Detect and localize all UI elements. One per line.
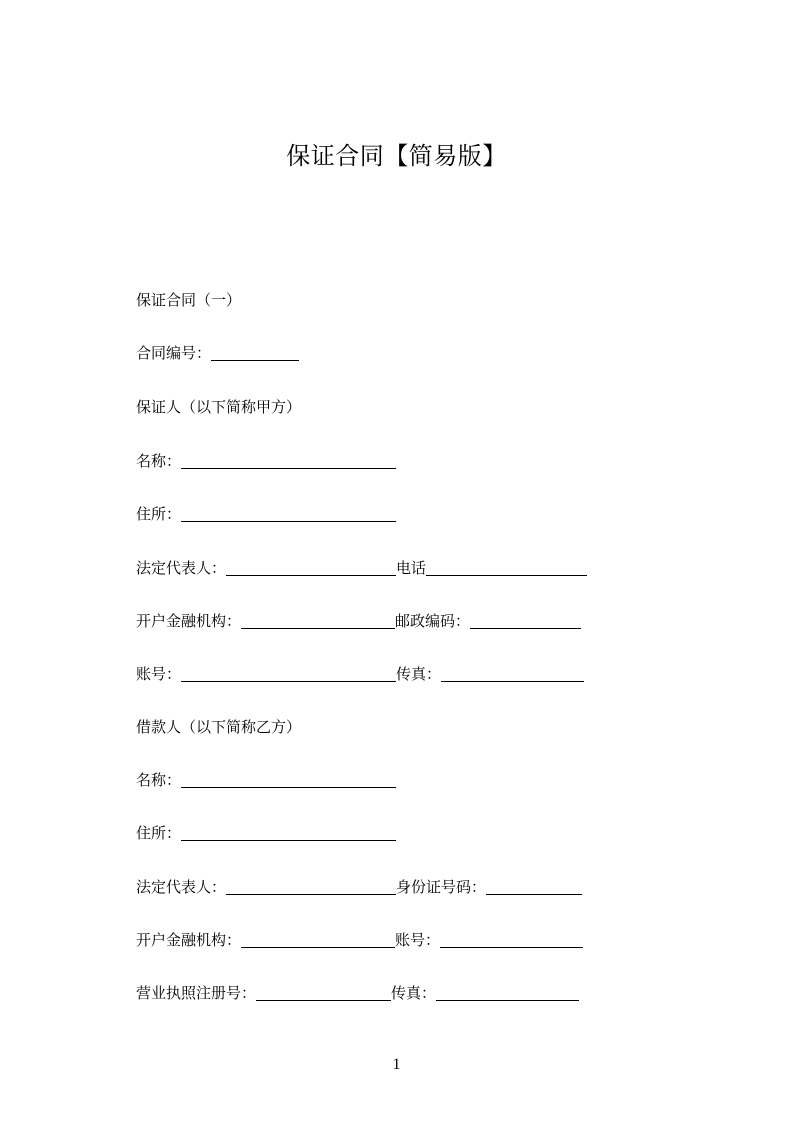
section-title bbox=[136, 289, 656, 311]
borrower-address-row bbox=[136, 822, 656, 844]
borrower-license-row bbox=[136, 982, 656, 1004]
guarantor-postcode-label: 邮政编码： bbox=[395, 612, 471, 630]
borrower-license-label: 营业执照注册号： bbox=[136, 984, 257, 1002]
guarantor-heading bbox=[136, 396, 656, 418]
guarantor-legal-rep-field[interactable] bbox=[226, 561, 396, 576]
borrower-legal-rep-label: 法定代表人： bbox=[136, 878, 227, 896]
guarantor-address-row bbox=[136, 503, 656, 525]
borrower-fax-label: 传真： bbox=[391, 984, 437, 1002]
guarantor-bank-label: 开户金融机构： bbox=[136, 612, 242, 630]
guarantor-name-label: 名称： bbox=[136, 452, 182, 470]
guarantor-legal-rep-label: 法定代表人： bbox=[136, 559, 227, 577]
borrower-address-label: 住所： bbox=[136, 824, 182, 842]
guarantor-phone-field[interactable] bbox=[426, 561, 587, 576]
guarantor-heading-text: 保证人（以下简称甲方） bbox=[136, 398, 302, 416]
borrower-account-field[interactable] bbox=[440, 933, 583, 948]
borrower-fax-field[interactable] bbox=[436, 986, 579, 1001]
guarantor-address-label: 住所： bbox=[136, 505, 182, 523]
borrower-name-row bbox=[136, 769, 656, 791]
guarantor-account-row bbox=[136, 663, 656, 685]
borrower-id-label: 身份证号码： bbox=[396, 878, 487, 896]
guarantor-fax-field[interactable] bbox=[441, 667, 584, 682]
contract-number-label: 合同编号： bbox=[136, 344, 212, 362]
borrower-legal-rep-row bbox=[136, 876, 656, 898]
borrower-account-label: 账号： bbox=[395, 931, 441, 949]
borrower-name-label: 名称： bbox=[136, 771, 182, 789]
guarantor-address-field[interactable] bbox=[181, 507, 396, 522]
guarantor-bank-row bbox=[136, 610, 656, 632]
borrower-bank-row bbox=[136, 929, 656, 951]
borrower-legal-rep-field[interactable] bbox=[226, 880, 396, 895]
guarantor-bank-field[interactable] bbox=[241, 614, 395, 629]
borrower-heading bbox=[136, 716, 656, 738]
guarantor-postcode-field[interactable] bbox=[470, 614, 581, 629]
page-number: 1 bbox=[392, 1056, 401, 1073]
guarantor-legal-rep-row bbox=[136, 557, 656, 579]
borrower-license-field[interactable] bbox=[256, 986, 391, 1001]
document-title: 保证合同【简易版】 bbox=[286, 142, 507, 170]
borrower-heading-text: 借款人（以下简称乙方） bbox=[136, 718, 302, 736]
guarantor-phone-label: 电话 bbox=[396, 559, 427, 577]
contract-number-row bbox=[136, 342, 656, 364]
contract-number-field[interactable] bbox=[211, 346, 299, 361]
guarantor-fax-label: 传真： bbox=[396, 665, 442, 683]
guarantor-account-field[interactable] bbox=[181, 667, 396, 682]
borrower-address-field[interactable] bbox=[181, 826, 396, 841]
section-title-text: 保证合同（一） bbox=[136, 291, 242, 309]
guarantor-account-label: 账号： bbox=[136, 665, 182, 683]
borrower-bank-field[interactable] bbox=[241, 933, 395, 948]
guarantor-name-field[interactable] bbox=[181, 454, 396, 469]
borrower-bank-label: 开户金融机构： bbox=[136, 931, 242, 949]
borrower-name-field[interactable] bbox=[181, 773, 396, 788]
borrower-id-field[interactable] bbox=[486, 880, 582, 895]
guarantor-name-row bbox=[136, 450, 656, 472]
